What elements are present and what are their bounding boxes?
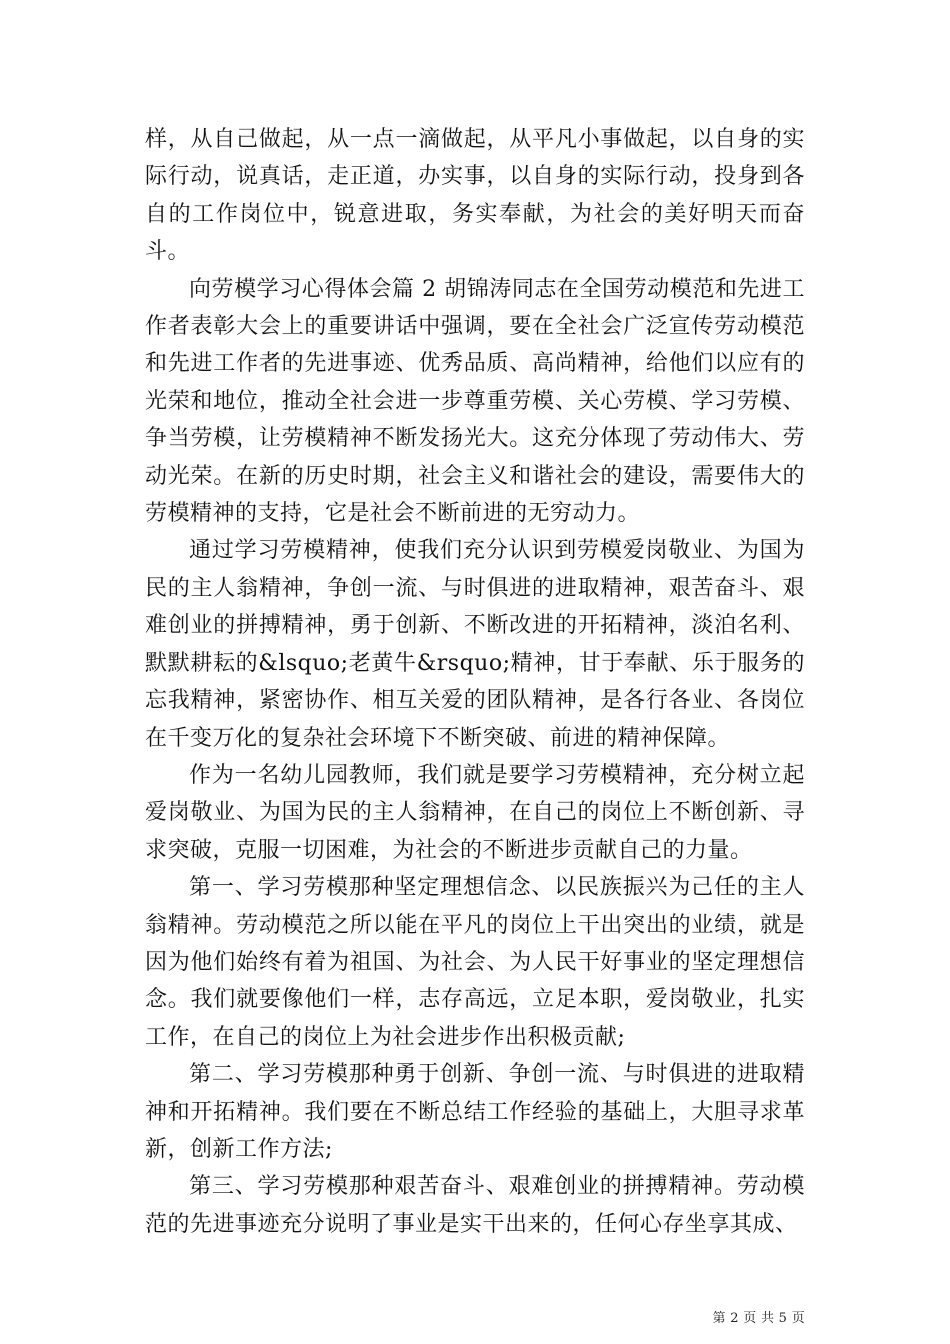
paragraph-teacher-role: 作为一名幼儿园教师，我们就是要学习劳模精神，充分树立起爱岗敬业、为国为民的主人翁精神，在自己的岗位上不断创新、寻求突破，克服一切困难，为社会的不断进步贡献自己的力量。: [145, 762, 805, 863]
paragraph-learning-spirit: 通过学习劳模精神，使我们充分认识到劳模爱岗敬业、为国为民的主人翁精神，争创一流、与时俱进的进取精神，艰苦奋斗、艰难创业的拼搏精神，勇于创新、不断改进的开拓精神，淡泊名利、默默耕耘的&lsquo;老黄牛&rsquo;精神，甘于奉献、乐于服务的忘我精神，紧密协作、相互关爱的团队精神，是各行各业、各岗位在千变万化的复杂社会环境下不断突破、前进的精神保障。: [145, 538, 805, 751]
page-number-footer: 第 2 页 共 5 页: [712, 1311, 805, 1326]
paragraph-section-2-intro: 向劳模学习心得体会篇 2 胡锦涛同志在全国劳动模范和先进工作者表彰大会上的重要讲话中强调，要在全社会广泛宣传劳动模范和先进工作者的先进事迹、优秀品质、高尚精神，给他们以应有的光荣和地位，推动全社会进一步尊重劳模、关心劳模、学习劳模、争当劳模，让劳模精神不断发扬光大。这充分体现了劳动伟大、劳动光荣。在新的历史时期，社会主义和谐社会的建设，需要伟大的劳模精神的支持，它是社会不断前进的无穷动力。: [145, 276, 805, 527]
paragraph-point-two: 第二、学习劳模那种勇于创新、争创一流、与时俱进的进取精神和开拓精神。我们要在不断总结工作经验的基础上，大胆寻求革新，创新工作方法;: [145, 1062, 805, 1162]
paragraph-point-three: 第三、学习劳模那种艰苦奋斗、艰难创业的拼搏精神。劳动模范的先进事迹充分说明了事业是实干出来的，任何心存坐享其成、: [145, 1174, 805, 1237]
paragraph-continuation: 样，从自己做起，从一点一滴做起，从平凡小事做起，以自身的实际行动，说真话，走正道，办实事，以自身的实际行动，投身到各自的工作岗位中，锐意进取，务实奉献，为社会的美好明天而奋斗。: [145, 127, 805, 265]
document-body: [145, 121, 805, 1243]
paragraph-point-one: 第一、学习劳模那种坚定理想信念、以民族振兴为己任的主人翁精神。劳动模范之所以能在平凡的岗位上干出突出的业绩，就是因为他们始终有着为祖国、为社会、为人民干好事业的坚定理想信念。我们就要像他们一样，志存高远，立足本职，爱岗敬业，扎实工作，在自己的岗位上为社会进步作出积极贡献;: [145, 875, 805, 1050]
